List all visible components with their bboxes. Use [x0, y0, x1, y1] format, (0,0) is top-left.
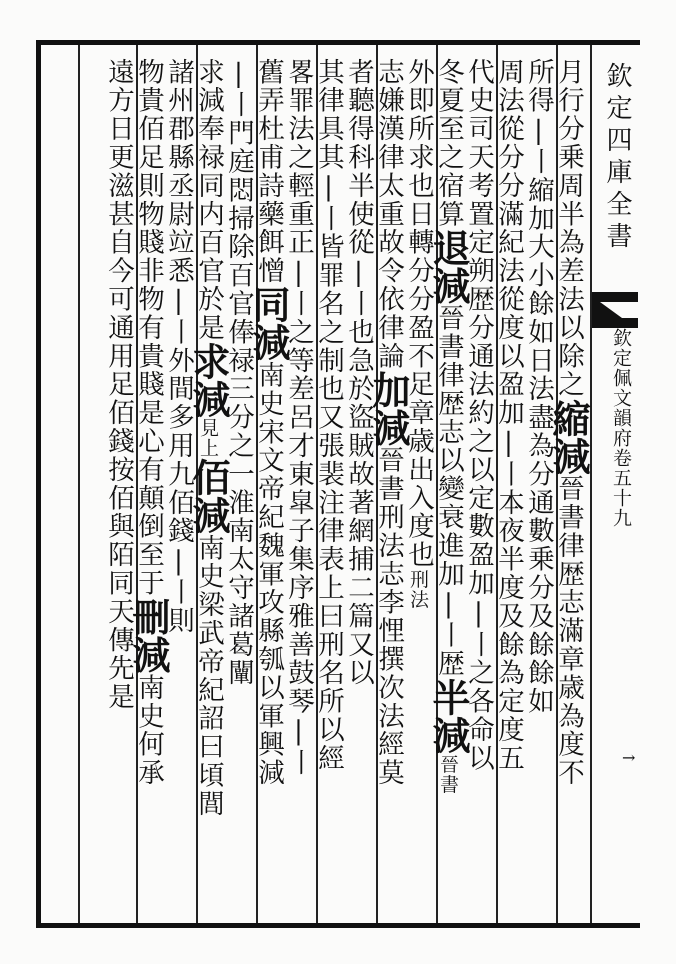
- entry-headword: 縮減: [546, 398, 591, 475]
- small-annotation: 晉書: [437, 754, 459, 795]
- small-annotation: 見上: [197, 418, 219, 458]
- entry-headword: 退減: [426, 228, 471, 305]
- entry-headword: 加減: [366, 370, 411, 447]
- entry-headword: 同減: [246, 285, 291, 362]
- column-text: 其律具其|丨皆罪名之制也又張裴注律表上曰刑名所以經: [313, 58, 344, 773]
- entry-headword: 刪減: [126, 597, 171, 674]
- column-text: 日轉分分盈不足章歳出入度也: [403, 200, 434, 570]
- small-annotation: 刑法: [407, 569, 429, 610]
- book-title: 欽定四庫全書: [602, 62, 632, 254]
- column-text: 外間多用九佰錢|丨則: [163, 346, 194, 635]
- volume-label: 欽定佩文韻府卷五十九: [610, 328, 632, 528]
- margin-mark: →: [622, 748, 636, 767]
- fish-tail-mark-icon: [592, 292, 638, 328]
- column-text: 志嫌漢律太重故令依律論: [373, 58, 404, 371]
- column-text: 舊弄杜甫詩藥餌憎: [253, 58, 284, 286]
- column-text: 百官俸禄三分之一淮南太守諸葛闡: [223, 261, 254, 688]
- column-text: 所得|丨縮加大小餘如日法: [523, 58, 554, 404]
- column-text: 天傳先是: [103, 597, 134, 712]
- text-column: [100, 58, 136, 711]
- column-rule: [590, 45, 592, 923]
- column-text: 急於盜賊故著網捕二篇又以: [343, 346, 374, 688]
- column-text: 代史司天考置定朔歴分通法約之以定數盈加|丨之各命以: [463, 58, 494, 773]
- column-rule: [78, 45, 80, 923]
- entry-headword: 半減: [426, 678, 471, 755]
- column-text: 遠方日更滋甚自今可通用足佰錢按佰與陌同: [103, 58, 134, 598]
- column-text: 晉書刑法志李悝撰次法經莫: [373, 446, 404, 788]
- column-text: 南史梁武帝紀詔曰頃閭: [193, 534, 224, 818]
- entry-headword: 佰減: [186, 458, 231, 534]
- column-text: 求減奉禄同内百官於是: [193, 58, 224, 342]
- column-text: 冬夏至之宿算: [433, 58, 464, 229]
- column-text: 盡為分通數乗分及餘餘如: [523, 403, 554, 716]
- column-text: 南史何承: [133, 673, 164, 788]
- column-text: 物貴佰足則物賤非物有貴賤是心有顛倒至于: [133, 58, 164, 598]
- entry-headword: 求減: [186, 342, 231, 418]
- column-text: |丨門庭悶掃除: [223, 58, 254, 262]
- column-text: 月行分乗周半為差法以除之: [553, 58, 584, 399]
- column-text: 晉書律歴志以變衰進加|丨歴: [433, 304, 464, 679]
- column-text: 外即所求也: [403, 58, 434, 200]
- column-text: 晉書律歴志滿章歳為度不: [553, 474, 584, 788]
- column-text: 周法從分分滿紀法從度以盈加|丨本夜半度及餘為定度五: [493, 58, 524, 773]
- column-text: 者聽得科半使從|丨也: [343, 58, 374, 347]
- column-text: 諸州郡縣丞尉竝悉|丨: [163, 58, 194, 347]
- column-text: 畧罪法之輕重正|丨之等差呂才東皐子集序雅善鼓琴|丨: [283, 58, 314, 777]
- column-text: 南史宋文帝紀魏軍攻縣瓠以軍興減: [253, 361, 284, 788]
